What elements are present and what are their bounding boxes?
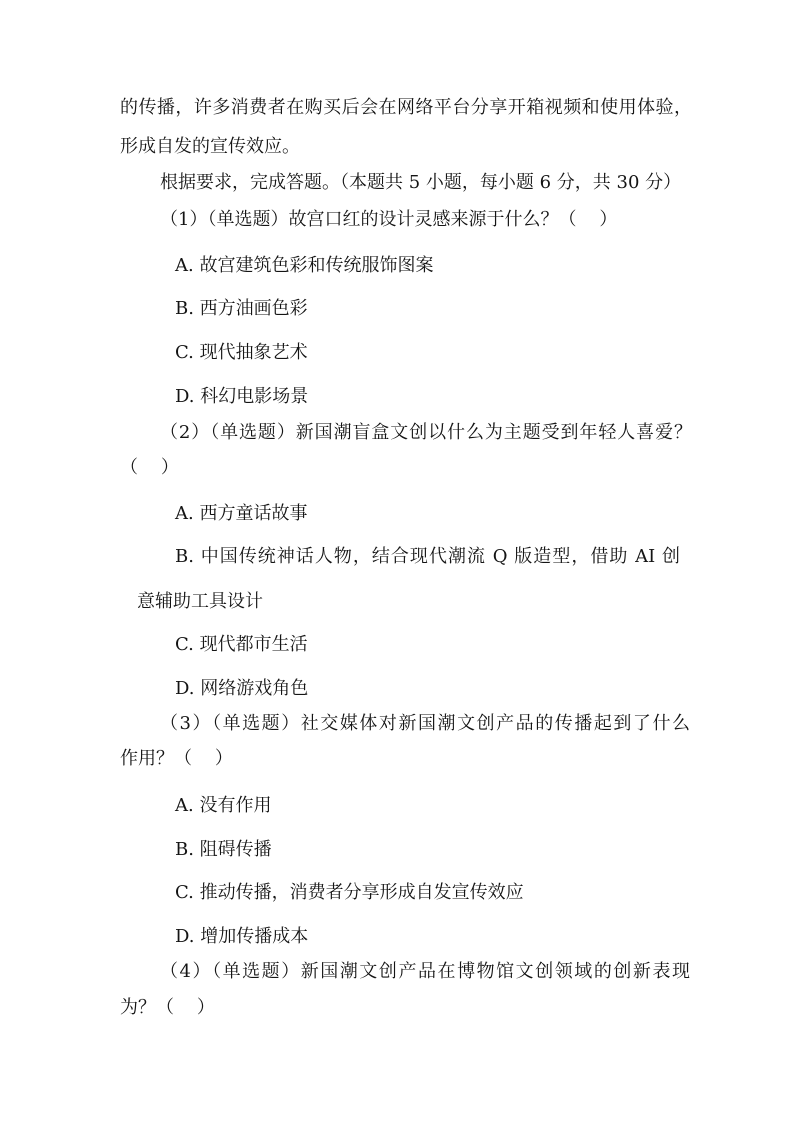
question-1-stem: （1）（单选题）故宫口红的设计灵感来源于什么？（ ） (160, 209, 618, 230)
question-3-option-b: B. 阻碍传播 (175, 839, 272, 860)
question-1-option-b: B. 西方油画色彩 (175, 298, 308, 319)
question-2-option-d: D. 网络游戏角色 (175, 678, 309, 699)
question-4-stem-line-2: 为？（ ） (120, 997, 215, 1018)
question-1-option-a: A. 故宫建筑色彩和传统服饰图案 (175, 255, 434, 276)
question-2-option-b-line-2: 意辅助工具设计 (137, 591, 263, 612)
question-2-option-a: A. 西方童话故事 (175, 503, 308, 524)
question-3-stem-line-1: （3）（单选题）社交媒体对新国潮文创产品的传播起到了什么 (160, 713, 690, 734)
intro-line-1: 的传播，许多消费者在购买后会在网络平台分享开箱视频和使用体验， (120, 97, 692, 118)
question-2-option-c: C. 现代都市生活 (175, 634, 308, 655)
question-4-stem-line-1: （4）（单选题）新国潮文创产品在博物馆文创领域的创新表现 (160, 961, 690, 982)
question-1-option-d: D. 科幻电影场景 (175, 386, 309, 407)
question-1-option-c: C. 现代抽象艺术 (175, 342, 308, 363)
question-3-option-d: D. 增加传播成本 (175, 926, 309, 947)
question-3-option-c: C. 推动传播，消费者分享形成自发宣传效应 (175, 882, 524, 903)
question-3-stem-line-2: 作用？（ ） (120, 748, 233, 769)
intro-line-2: 形成自发的宣传效应。 (120, 136, 300, 157)
question-2-stem-line-1: （2）（单选题）新国潮盲盒文创以什么为主题受到年轻人喜爱？ (160, 422, 692, 443)
question-2-stem-line-2: （ ） (120, 457, 179, 478)
instructions-text: 根据要求，完成答题。（本题共 5 小题，每小题 6 分，共 30 分） (160, 172, 682, 193)
question-2-option-b-line-1: B. 中国传统神话人物，结合现代潮流 Q 版造型，借助 AI 创 (175, 546, 680, 567)
question-3-option-a: A. 没有作用 (175, 795, 272, 816)
